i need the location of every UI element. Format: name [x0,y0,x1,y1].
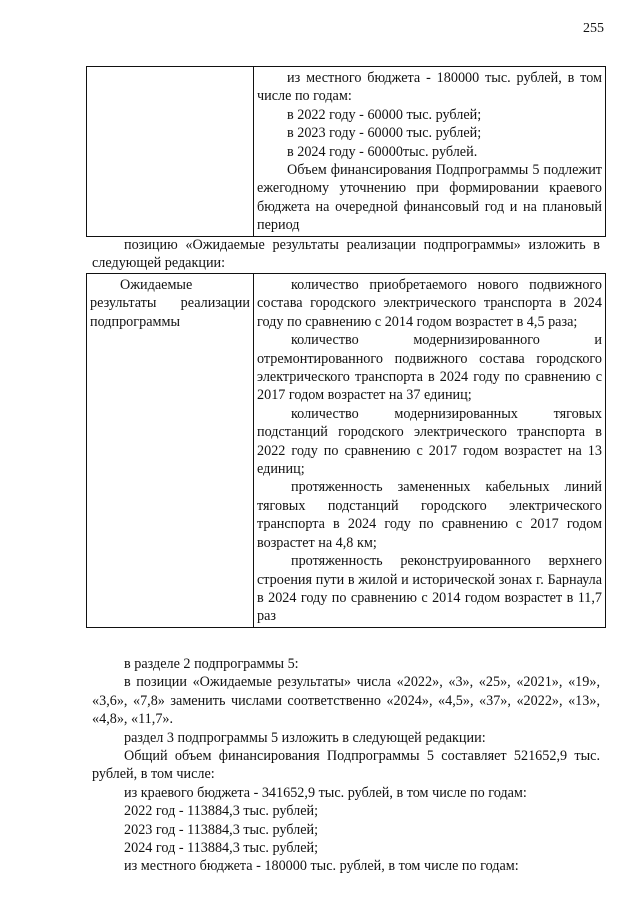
year-2023-amount: в 2023 году - 60000 тыс. рублей; [287,125,482,142]
local-budget-total: из местного бюджета - 180000 тыс. рублей, в том числе по годам: [257,70,602,105]
body-paragraph: раздел 3 подпрограммы 5 изложить в следующей редакции: [124,729,486,746]
body-paragraph: в разделе 2 подпрограммы 5: [124,656,299,672]
financing-note: Объем финансирования Подпрограммы 5 подлежит ежегодному уточнению при формировании краевого бюджета на очередной финансовый год и на плановый период [257,162,602,234]
financing-table [86,66,606,237]
body-line: 2024 год - 113884,3 тыс. рублей; [124,840,319,857]
body-paragraph: из местного бюджета - 180000 тыс. рублей, в том числе по годам: [124,858,519,875]
result-item: количество модернизированных тяговых подстанций городского электрического транспорта в 2022 году по сравнению с 2017 годом возрастет на 13 единиц; [257,405,602,478]
year-2022-amount: в 2022 году - 60000 тыс. рублей; [287,106,482,123]
result-item: протяженность замененных кабельных линий тяговых подстанций городского электрического транспорта в 2024 году по сравнению с 2017 годом возрастет на 4,8 км; [257,479,602,551]
result-item: количество приобретаемого нового подвижного состава городского электрического транспорта в 2024 году по сравнению с 2014 годом возрастет в 4,5 раза; [257,277,602,330]
expected-results-label: Ожидаемые результаты реализации подпрограммы [90,277,250,330]
body-paragraph: из краевого бюджета - 341652,9 тыс. рублей, в том числе по годам: [124,784,527,801]
body-section [92,655,600,876]
result-item: количество модернизированного и отремонтированного подвижного состава городского электрического транспорта в 2024 году по сравнению с 2017 годом возрастет на 37 единиц; [257,332,602,404]
body-line: 2022 год - 113884,3 тыс. рублей; [124,803,319,820]
result-item: протяженность реконструированного верхнего строения пути в жилой и исторической зонах г. Барнаула в 2024 году по сравнению с 2014 годом возрастет в 11,7 раз [257,553,602,625]
body-paragraph: Общий объем финансирования Подпрограммы 5 составляет 521652,9 тыс. рублей, в том числе: [92,748,600,783]
financing-table-left-cell [87,67,254,237]
page-number: 255 [583,21,604,36]
expected-results-content-cell [254,274,606,628]
expected-results-table [86,273,606,628]
body-paragraph: в позиции «Ожидаемые результаты» числа «2022», «3», «25», «2021», «19», «3,6», «7,8» заменить числами соответственно «2024», «4,5», «37», «2022», «13», «4,8», «11,7». [92,674,600,728]
expected-results-label-cell [87,274,254,628]
intro-paragraph: позицию «Ожидаемые результаты реализации подпрограммы» изложить в следующей редакции: [92,237,600,272]
financing-table-right-cell [254,67,606,237]
body-line: 2023 год - 113884,3 тыс. рублей; [124,821,319,838]
year-2024-amount: в 2024 году - 60000тыс. рублей. [287,143,478,160]
